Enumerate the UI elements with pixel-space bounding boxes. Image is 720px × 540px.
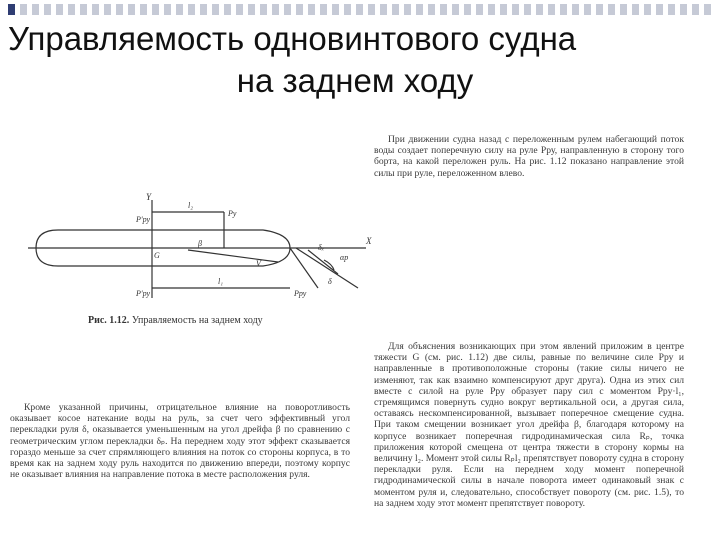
label-arm-top: l₂ <box>188 201 194 210</box>
decor-square <box>524 4 531 15</box>
decor-square <box>572 4 579 15</box>
decor-square <box>548 4 555 15</box>
decor-square <box>56 4 63 15</box>
decor-square <box>560 4 567 15</box>
label-angle-3: δ <box>328 277 332 286</box>
paragraph-top: При движении судна назад с переложенным рулем набегающий поток воды создает поперечную силу на руле Pру, направленную в сторону того борта, на какой переложен руль. На рис. 1.12 показано направление этой силы при руле, переложенном влево. <box>374 134 684 179</box>
decor-square <box>152 4 159 15</box>
decor-square <box>116 4 123 15</box>
figure-caption <box>88 315 263 326</box>
decor-square <box>8 4 15 15</box>
decor-square <box>428 4 435 15</box>
label-center: G <box>154 251 160 260</box>
decor-square <box>644 4 651 15</box>
label-x-axis: X <box>366 236 372 246</box>
decor-square <box>176 4 183 15</box>
decor-square <box>452 4 459 15</box>
caption-text: Управляемость на заднем ходу <box>131 315 263 326</box>
title-line-2: на заднем ходу <box>236 62 474 99</box>
velocity-vector <box>188 250 278 262</box>
decor-square <box>20 4 27 15</box>
decor-square <box>596 4 603 15</box>
decor-square <box>320 4 327 15</box>
paragraph-right: Для объяснения возникающих при этом явлений приложим в центре тяжести G (см. рис. 1.12) две силы, равные по величине силе Pру и направленные в противоположные стороны (такие силы ничего не изменяют, так как взаимно компенсируют друг друга). Одна из этих сил вместе с силой на руле Pру образует пару сил с моментом Pру·l₁, стремящимся повернуть судно вокруг вертикальной оси, а другая сила, оставаясь нескомпенсированной, вызывает поперечное смещение судна. При таком смещении возникает угол дрейфа β, благодаря которому на корпусе возникает поперечная гидродинамическая сила Rₚ, точка приложения которой смещена от центра тяжести в сторону кормы на величину l₂. Момент этой силы Rₚl₂ препятствует повороту судна в сторону перекладки руля. Если на переднем ходу момент поперечной гидродинамической силы в начале поворота имеет одинаковый знак с моментом руля и, следовательно, способствует повороту (см. рис. 1.5), то на заднем ходу этот момент препятствует повороту. <box>374 341 684 509</box>
decor-square <box>92 4 99 15</box>
label-rudder-force-bottom: Pру <box>294 289 307 298</box>
decor-square <box>284 4 291 15</box>
decor-square <box>308 4 315 15</box>
decor-square <box>500 4 507 15</box>
decor-square <box>260 4 267 15</box>
decor-square <box>440 4 447 15</box>
decor-square <box>344 4 351 15</box>
label-y-axis: Y <box>146 192 152 202</box>
decor-square <box>620 4 627 15</box>
decor-square <box>128 4 135 15</box>
decor-square <box>332 4 339 15</box>
decor-square <box>464 4 471 15</box>
flow-line-2 <box>296 248 358 288</box>
decor-square <box>140 4 147 15</box>
label-angle-2: αр <box>340 253 349 262</box>
page-title <box>0 18 720 102</box>
decor-square <box>44 4 51 15</box>
decor-square <box>608 4 615 15</box>
paragraph-left: Кроме указанной причины, отрицательное влияние на поворотливость оказывает косое натекание воды на руль, за счет чего эффективный угол перекладки руля δ, оказывается уменьшенным на угол дрейфа β по сравнению с геометрическим углом перекладки δₚ. На переднем ходу этот эффект сказывается гораздо меньше за счет спрямляющего влияния на поток со стороны корпуса, в то время как на заднем ходу руль находится по движению впереди, поэтому корпус не оказывает влияния на направление потока в месте расположения руля. <box>10 402 350 481</box>
decor-square <box>68 4 75 15</box>
label-rudder-force-top: Pу <box>228 209 237 218</box>
decor-square <box>236 4 243 15</box>
decor-square <box>536 4 543 15</box>
decor-square <box>380 4 387 15</box>
label-angle-1: δₓ <box>318 243 324 252</box>
decor-square <box>164 4 171 15</box>
decor-square <box>188 4 195 15</box>
decor-square <box>224 4 231 15</box>
ship-diagram <box>28 188 378 310</box>
decor-square <box>656 4 663 15</box>
flow-line-1 <box>308 250 338 274</box>
decor-square <box>668 4 675 15</box>
decor-square <box>680 4 687 15</box>
decor-square <box>32 4 39 15</box>
label-arm-bottom: l₁ <box>218 277 224 286</box>
decor-square <box>512 4 519 15</box>
decor-square <box>356 4 363 15</box>
label-velocity: V <box>256 259 261 268</box>
decor-square <box>488 4 495 15</box>
decor-square <box>104 4 111 15</box>
decor-square <box>212 4 219 15</box>
decor-square <box>80 4 87 15</box>
decor-square <box>200 4 207 15</box>
decor-square <box>368 4 375 15</box>
decor-square <box>404 4 411 15</box>
decor-square <box>476 4 483 15</box>
decor-square <box>416 4 423 15</box>
decor-square <box>632 4 639 15</box>
decor-square <box>296 4 303 15</box>
caption-number: Рис. 1.12. <box>88 315 130 326</box>
decor-square <box>272 4 279 15</box>
decor-square <box>248 4 255 15</box>
decor-square <box>692 4 699 15</box>
decor-square <box>392 4 399 15</box>
label-force-bottom: P'ру <box>136 289 151 298</box>
decor-square <box>584 4 591 15</box>
angle-arc <box>324 260 334 270</box>
title-line-1: Управляемость одновинтового судна <box>8 20 577 57</box>
decor-square <box>704 4 711 15</box>
label-drift: β <box>198 239 202 248</box>
label-force-top: P'ру <box>136 215 151 224</box>
